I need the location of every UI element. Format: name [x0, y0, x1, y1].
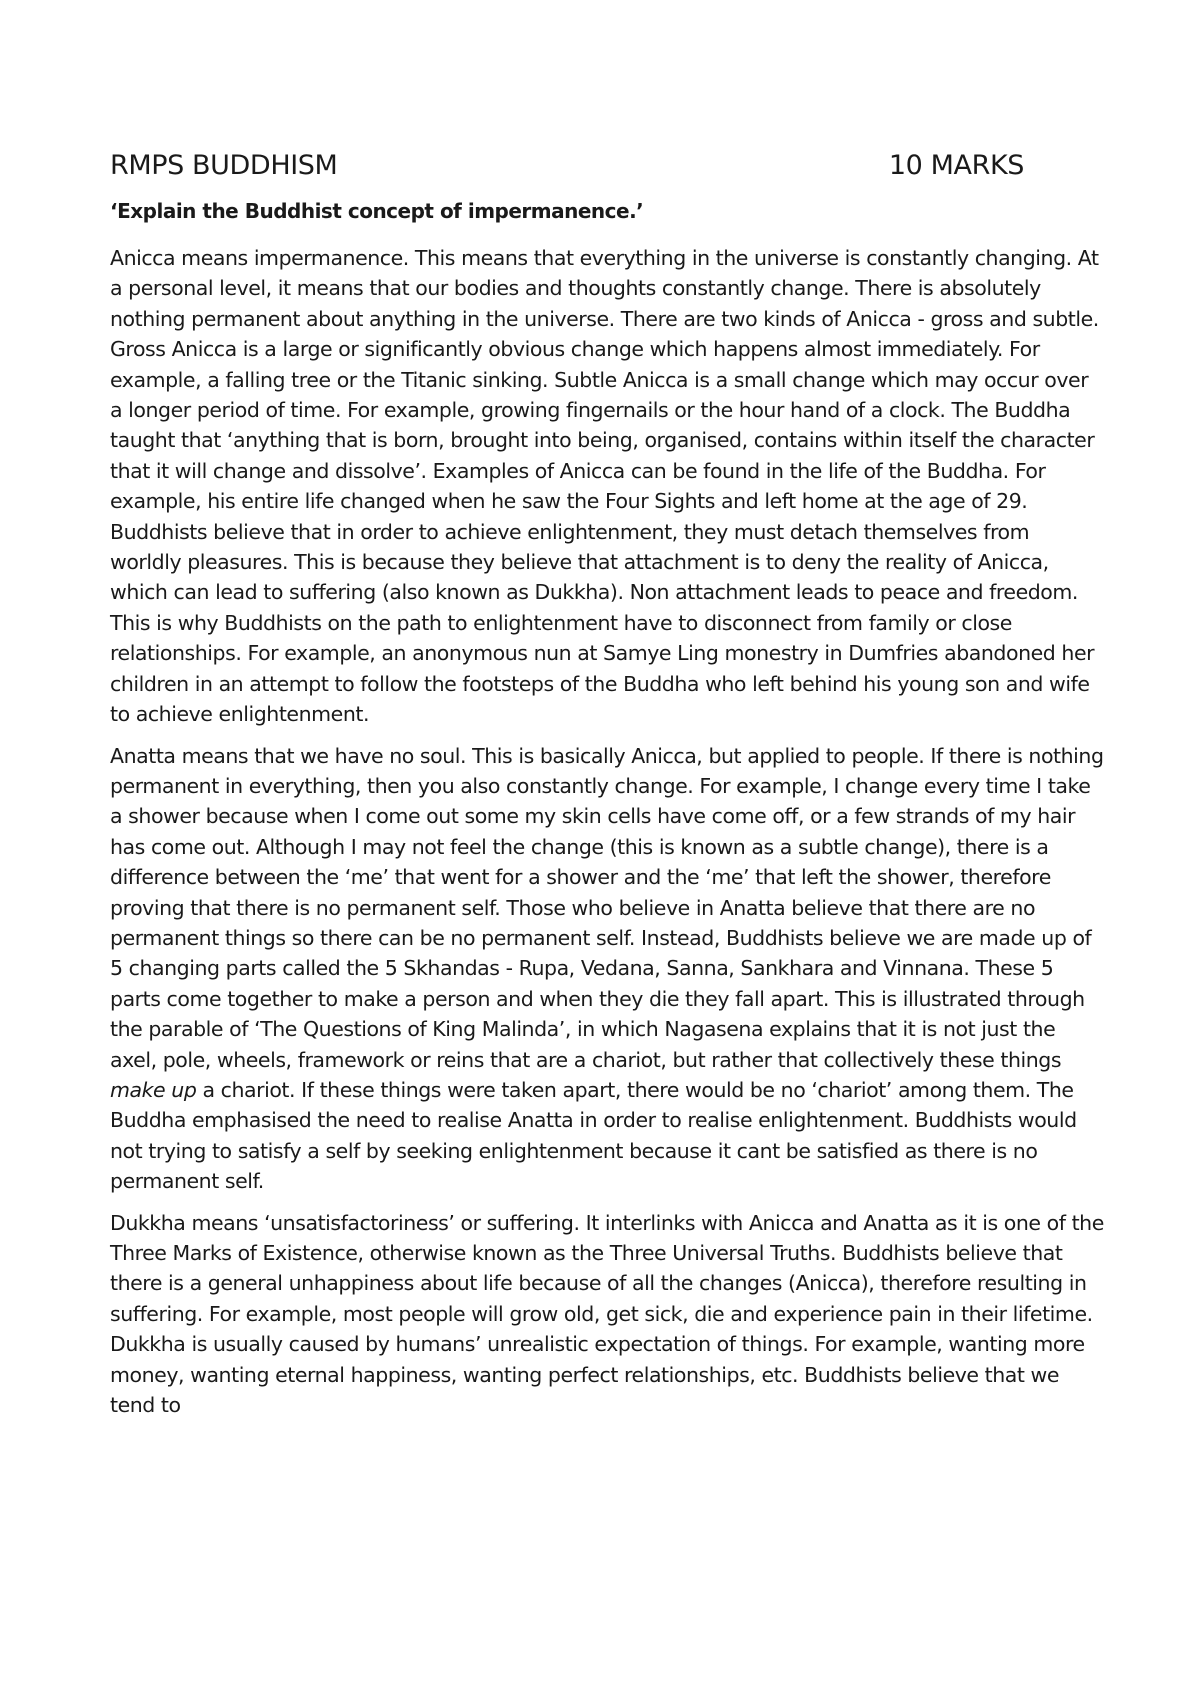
paragraph-anatta-part-2: a chariot. If these things were taken apart, there would be no ‘chariot’ among them. The Buddha emphasised the need to realise Anatta in order to realise enlightenment. Buddhists would not trying to satisfy a self by seeking enlightenment because it cant be satisfied as there is no permanent self.	[110, 1077, 1077, 1194]
paragraph-anatta	[110, 741, 1104, 1197]
paragraph-anatta-emphasis: make up	[110, 1077, 197, 1102]
paragraph-dukkha: Dukkha means ‘unsatisfactoriness’ or suffering. It interlinks with Anicca and Anatta as it is one of the Three Marks of Existence, otherwise known as the Three Universal Truths. Buddhists believe that there is a general unhappiness about life because of all the changes (Anicca), therefore resulting in suffering. For example, most people will grow old, get sick, die and experience pain in their lifetime. Dukkha is usually caused by humans’ unrealistic expectation of things. For example, wanting more money, wanting eternal happiness, wanting perfect relationships, etc. Buddhists believe that we tend to	[110, 1210, 1104, 1418]
marks-label: 10 MARKS	[888, 150, 1024, 181]
subject-title: RMPS BUDDHISM	[110, 150, 338, 181]
document-header	[110, 150, 1024, 181]
essay-question: ‘Explain the Buddhist concept of impermanence.’	[110, 199, 644, 223]
paragraph-anatta-part-1: Anatta means that we have no soul. This is basically Anicca, but applied to people. If there is nothing permanent in everything, then you also constantly change. For example, I change every time I take a shower because when I come out some my skin cells have come off, or a few strands of my hair has come out. Although I may not feel the change (this is known as a subtle change), there is a difference between the ‘me’ that went for a shower and the ‘me’ that left the shower, therefore proving that there is no permanent self. Those who believe in Anatta believe that there are no permanent things so there can be no permanent self. Instead, Buddhists believe we are made up of 5 changing parts called the 5 Skhandas - Rupa, Vedana, Sanna, Sankhara and Vinnana. These 5 parts come together to make a person and when they die they fall apart. This is illustrated through the parable of ‘The Questions of King Malinda’, in which Nagasena explains that it is not just the axel, pole, wheels, framework or reins that are a chariot, but rather that collectively these things	[110, 743, 1104, 1072]
paragraph-anicca: Anicca means impermanence. This means that everything in the universe is constantly changing. At a personal level, it means that our bodies and thoughts constantly change. There is absolutely nothing permanent about anything in the universe. There are two kinds of Anicca - gross and subtle. Gross Anicca is a large or significantly obvious change which happens almost immediately. For example, a falling tree or the Titanic sinking. Subtle Anicca is a small change which may occur over a longer period of time. For example, growing fingernails or the hour hand of a clock. The Buddha taught that ‘anything that is born, brought into being, organised, contains within itself the character that it will change and dissolve’. Examples of Anicca can be found in the life of the Buddha. For example, his entire life changed when he saw the Four Sights and left home at the age of 29. Buddhists believe that in order to achieve enlightenment, they must detach themselves from worldly pleasures. This is because they believe that attachment is to deny the reality of Anicca, which can lead to suffering (also known as Dukkha). Non attachment leads to peace and freedom. This is why Buddhists on the path to enlightenment have to disconnect from family or close relationships. For example, an anonymous nun at Samye Ling monestry in Dumfries abandoned her children in an attempt to follow the footsteps of the Buddha who left behind his young son and wife to achieve enlightenment.	[110, 246, 1099, 727]
